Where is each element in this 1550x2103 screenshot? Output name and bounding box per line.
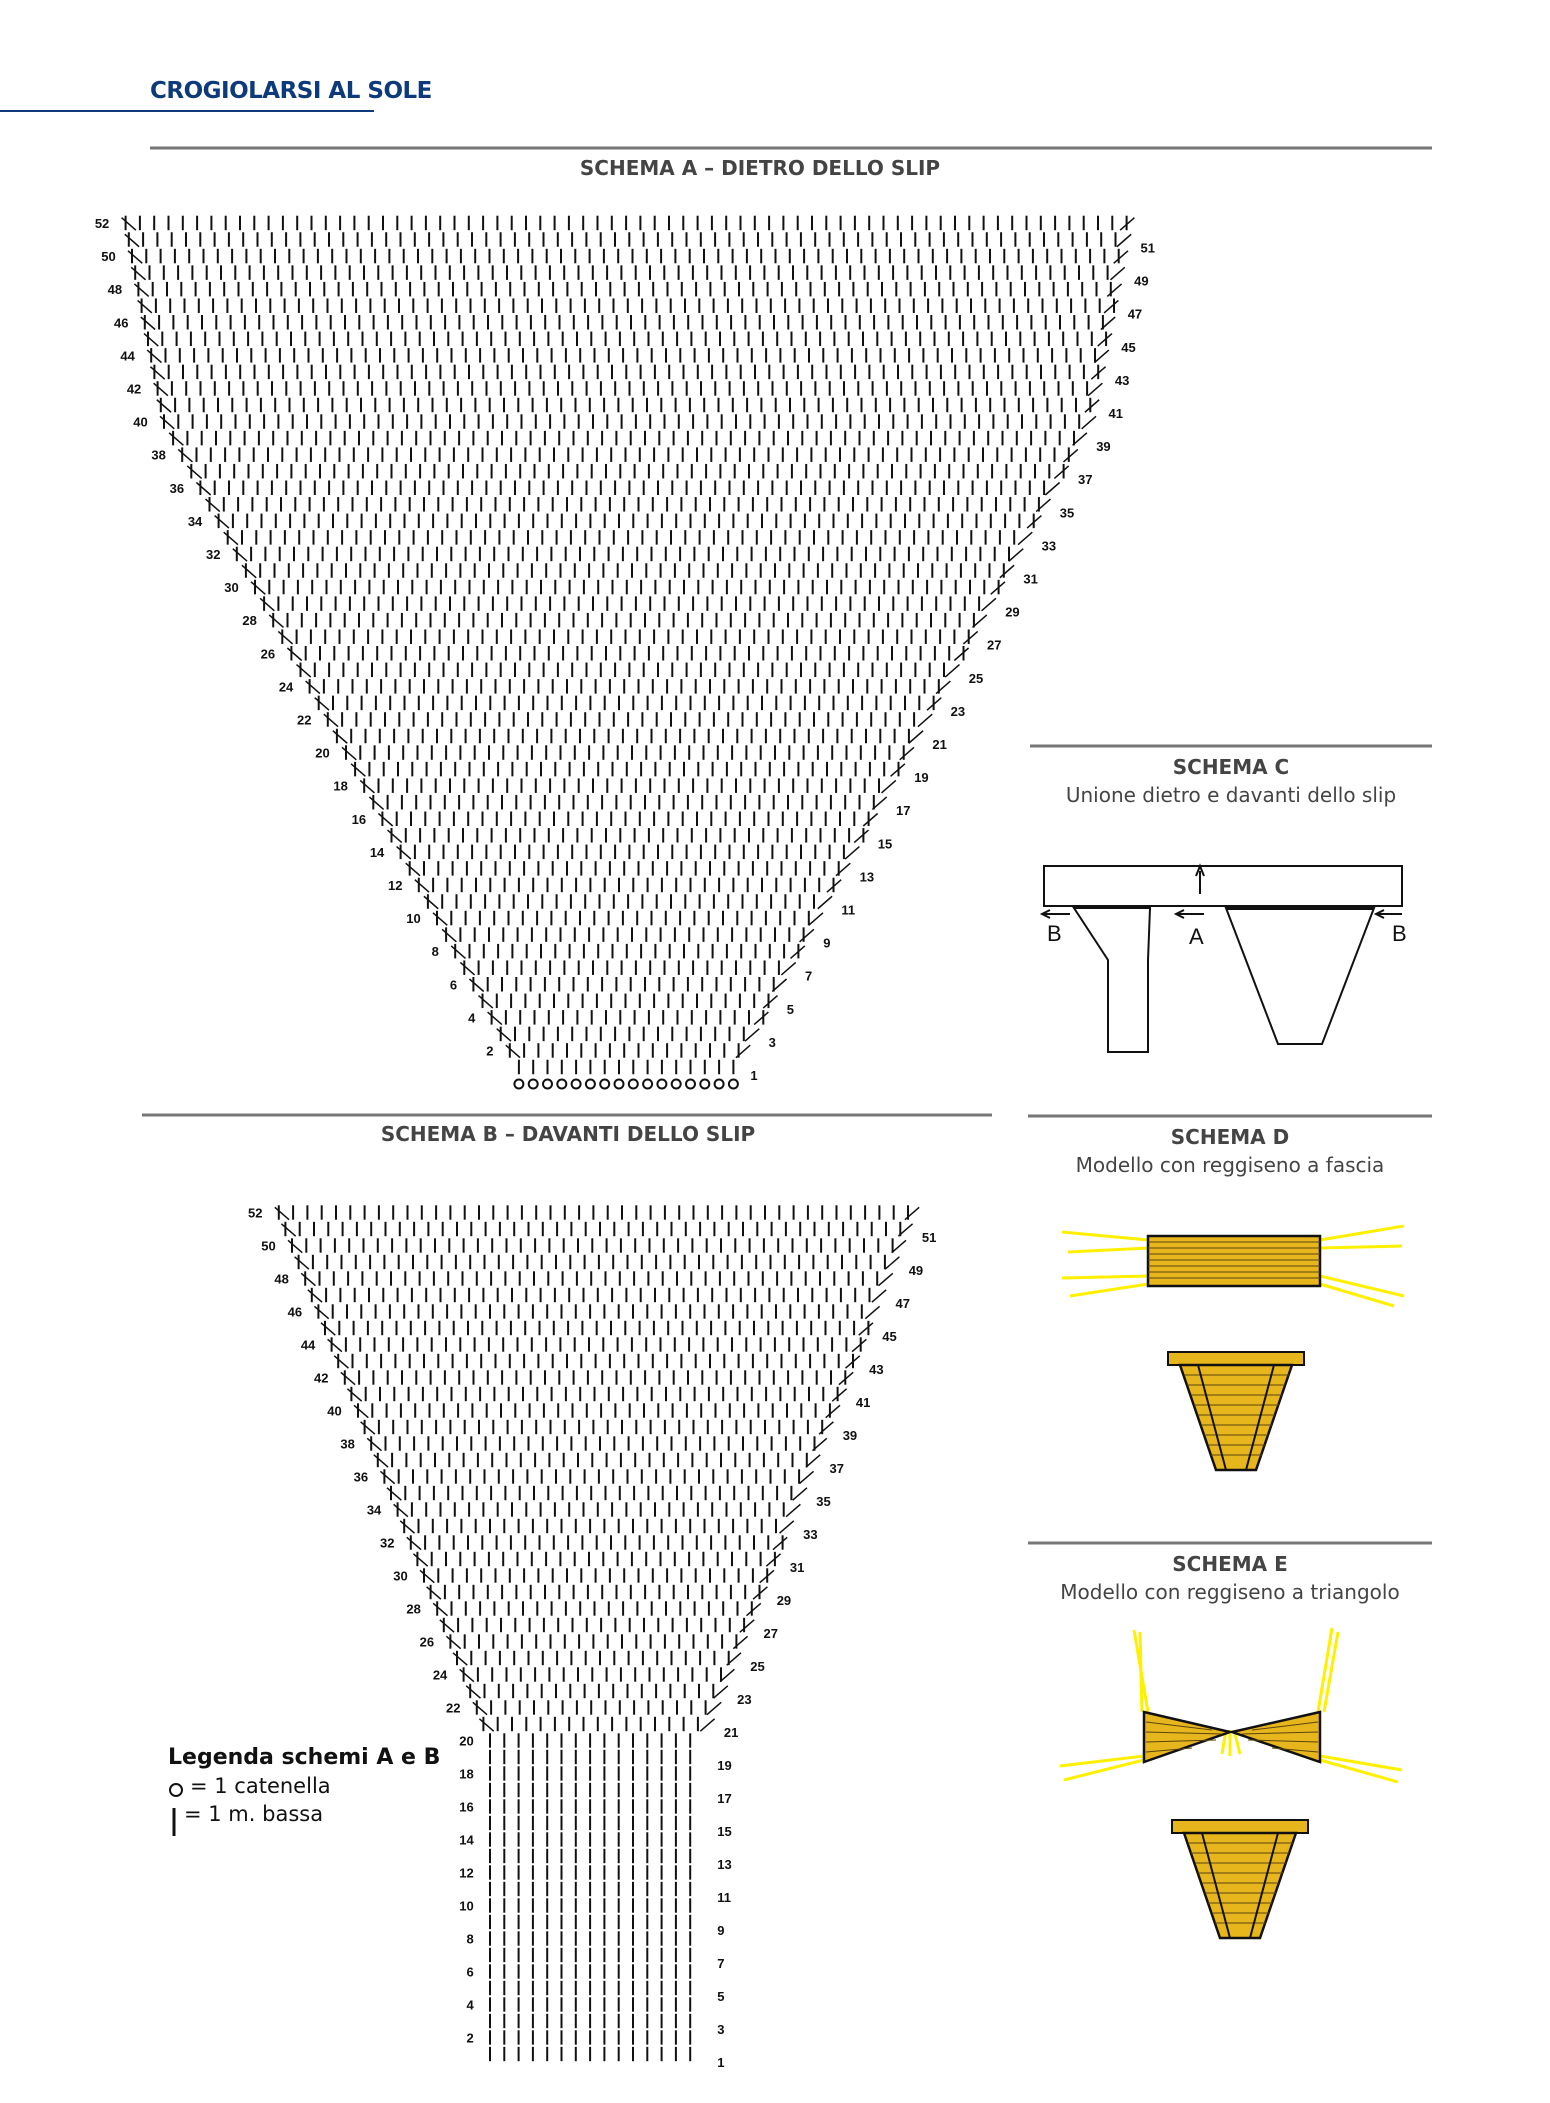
row-number: 3 [768,1034,776,1050]
increase-mark [206,499,220,512]
increase-mark [1111,267,1125,280]
increase-mark [341,1372,355,1384]
row-number: 21 [723,1725,739,1740]
row-number: 36 [169,480,185,496]
increase-mark [420,1570,434,1582]
row-number: 5 [786,1001,795,1017]
row-number: 44 [120,348,135,364]
row-number: 8 [466,1931,474,1947]
row-number: 1 [750,1068,758,1083]
row-number: 13 [717,1857,732,1872]
row-number: 25 [968,670,984,686]
waistband-rect [1044,866,1402,906]
row-number: 42 [314,1370,329,1386]
label-b-right: B [1392,921,1407,946]
schema-a-chart [95,216,1155,1089]
increase-mark [154,383,168,396]
row-number: 48 [274,1271,289,1287]
chain-stitch [557,1080,566,1089]
row-number: 23 [950,703,966,719]
increase-mark [196,483,210,496]
increase-mark [387,1488,401,1500]
increase-mark [865,1306,879,1318]
increase-mark [301,1273,315,1285]
increase-mark [334,1356,348,1368]
schema-c-title: SCHEMA C [1172,755,1290,779]
row-number: 29 [776,1593,792,1608]
increase-mark [854,830,868,843]
increase-mark [963,631,977,644]
left-cup [1144,1712,1230,1762]
row-number: 44 [300,1337,316,1353]
row-number: 52 [248,1205,263,1221]
row-number: 14 [369,844,385,860]
increase-mark [224,532,238,545]
row-number: 30 [224,580,239,596]
increase-mark [360,780,374,793]
row-number: 41 [855,1395,871,1410]
row-number: 35 [816,1494,831,1509]
increase-mark [433,913,447,926]
legend-chain: = 1 catenella [190,1774,331,1798]
increase-mark [1018,532,1032,545]
increase-mark [818,896,832,909]
increase-mark [347,1389,361,1401]
increase-mark [424,896,438,909]
row-number: 49 [908,1263,924,1278]
increase-mark [479,1719,493,1731]
increase-mark [754,1012,768,1025]
increase-mark [945,665,959,678]
increase-mark [295,1257,309,1269]
increase-mark [909,731,923,744]
schema-e-subtitle: Modello con reggiseno a triangolo [1060,1580,1400,1604]
legend [168,1745,440,1826]
row-number: 43 [1114,372,1130,388]
increase-mark [328,1339,342,1351]
row-number: 26 [419,1634,435,1650]
increase-mark [160,416,174,429]
schema-e-diagram [1060,1628,1402,1938]
row-number: 46 [114,315,129,331]
row-number: 8 [431,944,439,960]
increase-mark [720,1669,734,1681]
increase-mark [269,615,283,628]
increase-mark [406,863,420,876]
increase-mark [351,764,365,777]
label-a: A [1189,924,1204,949]
chain-stitch [615,1080,624,1089]
row-number: 18 [333,778,348,794]
increase-mark [157,400,171,413]
increase-mark [242,565,256,578]
increase-mark [745,1029,759,1042]
increase-mark [882,780,896,793]
increase-mark [315,698,329,711]
increase-mark [342,747,356,760]
row-number: 32 [380,1535,395,1551]
row-number: 10 [406,911,421,927]
increase-mark [852,1339,866,1351]
increase-mark [863,814,877,827]
increase-mark [413,1554,427,1566]
row-number: 20 [459,1733,474,1749]
row-number: 39 [1096,439,1111,455]
increase-mark [407,1537,421,1549]
row-number: 19 [717,1758,732,1773]
schema-d-diagram [1062,1226,1404,1470]
increase-mark [361,1422,375,1434]
row-number: 24 [278,679,294,695]
increase-mark [497,1029,511,1042]
schema-b-title: SCHEMA B – DAVANTI DELLO SLIP [380,1122,756,1146]
row-number: 40 [133,414,148,430]
increase-mark [400,1521,414,1533]
chain-stitch [514,1080,523,1089]
row-number: 4 [466,1997,474,2013]
row-number: 17 [896,803,911,819]
schema-c-subtitle: Unione dietro e davanti dello slip [1065,783,1397,807]
label-b-left: B [1047,921,1062,946]
increase-mark [1117,234,1131,247]
increase-mark [872,1290,886,1302]
row-number: 16 [351,811,367,827]
increase-mark [460,962,474,975]
row-number: 51 [1140,240,1155,256]
increase-mark [367,1438,381,1450]
increase-mark [469,979,483,992]
schema-a-title: SCHEMA A – DIETRO DELLO SLIP [579,156,941,180]
increase-mark [374,1455,388,1467]
row-number: 25 [750,1659,765,1674]
front-slip-shape [1226,908,1374,1044]
increase-mark [378,814,392,827]
row-number: 27 [763,1626,778,1641]
chain-stitch [643,1080,652,1089]
row-number: 48 [107,282,123,298]
row-number: 43 [869,1362,884,1377]
increase-mark [1098,334,1112,347]
back-slip-shape [1074,908,1150,1052]
row-number: 4 [468,1010,476,1026]
increase-mark [780,1521,794,1533]
increase-mark [138,300,152,313]
increase-mark [954,648,968,661]
row-number: 41 [1108,406,1123,421]
increase-mark [1009,549,1023,562]
row-number: 13 [859,869,875,885]
increase-mark [892,1240,906,1252]
increase-mark [451,946,465,959]
row-number: 17 [717,1791,732,1806]
increase-mark [479,996,493,1009]
row-number: 33 [803,1527,818,1542]
row-number: 28 [242,613,257,629]
increase-mark [388,830,402,843]
increase-mark [859,1323,873,1335]
chain-stitch [672,1080,681,1089]
row-number: 38 [340,1436,355,1452]
row-number: 20 [315,745,330,761]
row-number: 50 [101,249,116,265]
row-number: 15 [717,1824,732,1839]
increase-mark [466,1686,480,1698]
chain-stitch [700,1080,709,1089]
row-number: 12 [459,1865,474,1881]
schema-d-subtitle: Modello con reggiseno a fascia [1075,1153,1385,1177]
chain-stitch [600,1080,609,1089]
increase-mark [714,1686,728,1698]
row-number: 2 [466,2030,474,2046]
increase-mark [433,1603,447,1615]
increase-mark [415,880,429,893]
row-number: 22 [297,712,312,728]
increase-mark [134,284,148,297]
increase-mark [800,929,814,942]
increase-mark [1088,383,1102,396]
increase-mark [793,1488,807,1500]
increase-mark [740,1620,754,1632]
increase-mark [275,1207,289,1219]
increase-mark [288,1240,302,1252]
row-number: 45 [1121,339,1136,355]
increase-mark [781,962,795,975]
row-number: 11 [717,1890,732,1905]
increase-mark [1104,300,1118,313]
header-title: CROGIOLARSI AL SOLE [150,78,432,104]
row-number: 34 [187,513,203,529]
increase-mark [178,449,192,462]
schema-d-title: SCHEMA D [1170,1125,1290,1149]
schema-c-diagram [1042,866,1402,1052]
increase-mark [845,847,859,860]
row-number: 36 [353,1469,369,1485]
increase-mark [380,1471,394,1483]
increase-mark [700,1719,714,1731]
increase-mark [1114,251,1128,263]
row-number: 45 [882,1329,897,1344]
row-number: 11 [841,902,856,918]
increase-mark [144,334,158,347]
increase-mark [918,714,932,727]
row-number: 2 [486,1043,494,1059]
row-number: 16 [459,1799,474,1815]
row-number: 28 [406,1601,421,1617]
increase-mark [131,267,145,280]
row-number: 21 [932,737,947,752]
row-number: 22 [446,1700,461,1716]
increase-mark [287,648,301,661]
increase-mark [297,665,311,678]
legend-sc: = 1 m. bassa [184,1802,324,1826]
row-number: 29 [1005,604,1020,620]
row-number: 31 [1023,571,1038,587]
increase-mark [826,1405,840,1417]
increase-mark [215,516,229,529]
increase-mark [314,1306,328,1318]
row-number: 32 [206,546,221,562]
row-number: 9 [823,935,831,951]
row-number: 31 [789,1560,805,1575]
row-number: 7 [717,1956,725,1971]
increase-mark [763,996,777,1009]
increase-mark [442,929,456,942]
row-number: 15 [877,836,893,852]
chain-stitch [572,1080,581,1089]
row-number: 42 [126,381,142,397]
row-number: 19 [914,770,929,786]
row-number: 40 [327,1403,342,1419]
right-cup [1232,1712,1320,1762]
increase-mark [446,1636,460,1648]
schema-b-chart [248,1205,936,2070]
increase-mark [460,1669,474,1681]
increase-mark [187,466,201,479]
row-number: 49 [1134,273,1149,289]
row-number: 6 [449,977,458,993]
increase-mark [773,1537,787,1549]
increase-mark [1107,284,1121,297]
chain-stitch [657,1080,666,1089]
increase-mark [308,1290,322,1302]
chain-stitch [715,1080,724,1089]
row-number: 26 [260,646,276,662]
schema-e-title: SCHEMA E [1172,1552,1288,1576]
increase-mark [1064,449,1078,462]
row-number: 50 [261,1238,276,1254]
increase-mark [506,1045,520,1058]
triangle-ties [1060,1628,1402,1782]
increase-mark [394,1504,408,1516]
chain-stitch [686,1080,695,1089]
increase-mark [1082,416,1096,429]
increase-mark [1095,350,1109,363]
row-number: 38 [151,447,166,463]
increase-mark [799,1471,813,1483]
row-number: 52 [94,215,110,231]
increase-mark [122,218,136,231]
increase-mark [453,1653,467,1665]
row-number: 18 [459,1766,474,1782]
increase-mark [306,681,320,694]
row-number: 5 [717,1989,725,2004]
increase-mark [473,1702,487,1714]
increase-mark [150,367,164,380]
increase-mark [747,1603,761,1615]
row-number: 9 [717,1923,725,1938]
increase-mark [900,747,914,760]
increase-mark [832,1389,846,1401]
increase-mark [251,582,265,595]
row-number: 24 [432,1667,448,1683]
increase-mark [1000,565,1014,578]
row-number: 46 [287,1304,303,1320]
increase-mark [147,350,161,363]
row-number: 47 [895,1296,910,1311]
slip-d [1168,1352,1304,1470]
row-number: 3 [717,2022,725,2037]
increase-mark [440,1620,454,1632]
increase-mark [488,1012,502,1025]
row-number: 34 [366,1502,382,1518]
row-number: 14 [459,1832,474,1848]
increase-mark [1054,466,1068,479]
increase-mark [333,731,347,744]
increase-mark [354,1405,368,1417]
row-number: 7 [805,968,813,984]
row-number: 12 [388,877,403,893]
increase-mark [806,1455,820,1467]
increase-mark [321,1323,335,1335]
increase-mark [324,714,338,727]
row-number: 35 [1059,505,1075,521]
increase-mark [766,1554,780,1566]
chain-stitch [729,1080,738,1089]
increase-mark [879,1273,893,1285]
increase-mark [278,631,292,644]
increase-mark [128,251,142,263]
legend-title: Legenda schemi A e B [168,1745,441,1770]
increase-mark [809,913,823,926]
increase-mark [1085,400,1099,413]
row-number: 33 [1041,538,1057,554]
chain-stitch [586,1080,595,1089]
increase-mark [786,1504,800,1516]
increase-mark [982,598,996,611]
chain-stitch [629,1080,638,1089]
row-number: 39 [842,1428,858,1443]
row-number: 47 [1127,306,1143,322]
increase-mark [260,598,274,611]
increase-mark [233,549,247,562]
row-number: 10 [459,1898,474,1914]
increase-mark [281,1224,295,1236]
increase-mark [141,317,155,330]
increase-mark [707,1702,721,1714]
chain-stitch [543,1080,552,1089]
row-number: 23 [737,1692,752,1707]
row-number: 1 [717,2055,725,2070]
row-number: 37 [829,1461,844,1476]
row-number: 27 [987,637,1002,653]
increase-mark [169,433,183,446]
chain-stitch [529,1080,538,1089]
increase-mark [885,1257,899,1269]
slip-e [1172,1820,1308,1938]
increase-mark [427,1587,441,1599]
row-number: 37 [1078,472,1093,488]
row-number: 6 [466,1964,474,1980]
increase-mark [369,797,383,810]
row-number: 30 [393,1568,408,1584]
increase-mark [125,234,139,247]
increase-mark [397,847,411,860]
row-number: 51 [921,1230,937,1245]
increase-mark [1045,483,1059,496]
